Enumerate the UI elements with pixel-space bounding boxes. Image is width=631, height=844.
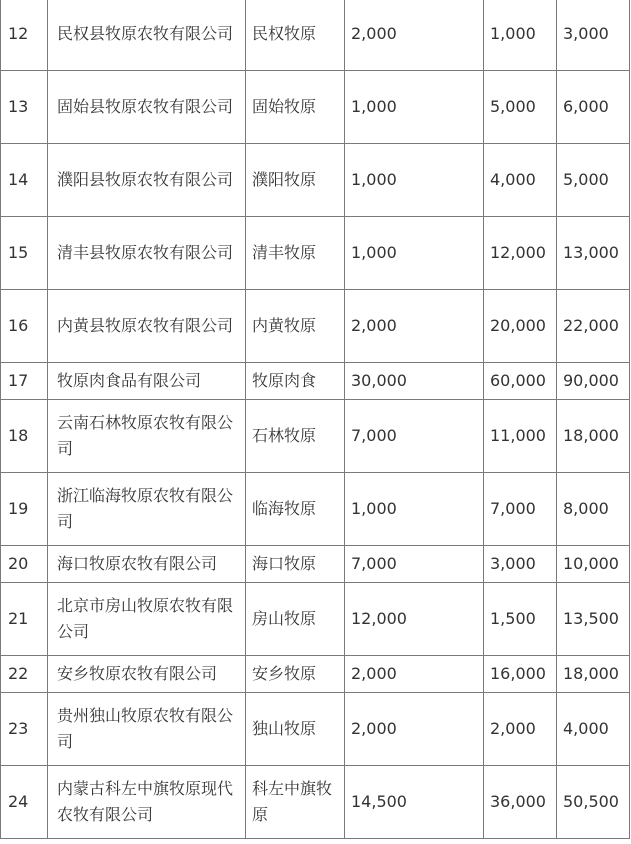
company-name: 海口牧原农牧有限公司 xyxy=(48,546,246,583)
value-a: 14,500 xyxy=(345,766,484,839)
value-b: 5,000 xyxy=(484,71,557,144)
row-number: 14 xyxy=(1,144,48,217)
value-total: 6,000 xyxy=(557,71,630,144)
value-total: 90,000 xyxy=(557,363,630,400)
short-name: 固始牧原 xyxy=(246,71,345,144)
value-b: 20,000 xyxy=(484,290,557,363)
row-number: 21 xyxy=(1,583,48,656)
table-row xyxy=(1,71,630,144)
short-name: 牧原肉食 xyxy=(246,363,345,400)
row-number: 19 xyxy=(1,473,48,546)
value-total: 3,000 xyxy=(557,0,630,71)
company-name: 浙江临海牧原农牧有限公司 xyxy=(48,473,246,546)
value-b: 7,000 xyxy=(484,473,557,546)
table-row xyxy=(1,546,630,583)
value-total: 18,000 xyxy=(557,656,630,693)
short-name: 临海牧原 xyxy=(246,473,345,546)
short-name: 独山牧原 xyxy=(246,693,345,766)
value-b: 11,000 xyxy=(484,400,557,473)
table-row xyxy=(1,473,630,546)
row-number: 15 xyxy=(1,217,48,290)
company-name: 安乡牧原农牧有限公司 xyxy=(48,656,246,693)
value-total: 13,500 xyxy=(557,583,630,656)
row-number: 24 xyxy=(1,766,48,839)
value-a: 2,000 xyxy=(345,693,484,766)
row-number: 13 xyxy=(1,71,48,144)
company-name: 民权县牧原农牧有限公司 xyxy=(48,0,246,71)
value-b: 12,000 xyxy=(484,217,557,290)
short-name: 科左中旗牧原 xyxy=(246,766,345,839)
company-name: 牧原肉食品有限公司 xyxy=(48,363,246,400)
company-name: 内黄县牧原农牧有限公司 xyxy=(48,290,246,363)
row-number: 20 xyxy=(1,546,48,583)
company-name: 北京市房山牧原农牧有限公司 xyxy=(48,583,246,656)
table-row xyxy=(1,0,630,71)
value-total: 18,000 xyxy=(557,400,630,473)
company-name: 贵州独山牧原农牧有限公司 xyxy=(48,693,246,766)
value-a: 7,000 xyxy=(345,546,484,583)
value-b: 2,000 xyxy=(484,693,557,766)
value-total: 22,000 xyxy=(557,290,630,363)
value-a: 2,000 xyxy=(345,0,484,71)
short-name: 濮阳牧原 xyxy=(246,144,345,217)
value-total: 4,000 xyxy=(557,693,630,766)
value-a: 1,000 xyxy=(345,144,484,217)
value-a: 30,000 xyxy=(345,363,484,400)
value-b: 60,000 xyxy=(484,363,557,400)
row-number: 16 xyxy=(1,290,48,363)
value-total: 50,500 xyxy=(557,766,630,839)
value-b: 16,000 xyxy=(484,656,557,693)
table-row xyxy=(1,583,630,656)
row-number: 23 xyxy=(1,693,48,766)
company-name: 固始县牧原农牧有限公司 xyxy=(48,71,246,144)
table-row xyxy=(1,217,630,290)
short-name: 民权牧原 xyxy=(246,0,345,71)
value-a: 1,000 xyxy=(345,217,484,290)
value-b: 4,000 xyxy=(484,144,557,217)
value-total: 5,000 xyxy=(557,144,630,217)
value-total: 10,000 xyxy=(557,546,630,583)
company-name: 濮阳县牧原农牧有限公司 xyxy=(48,144,246,217)
short-name: 内黄牧原 xyxy=(246,290,345,363)
table-row xyxy=(1,144,630,217)
table-row xyxy=(1,363,630,400)
short-name: 海口牧原 xyxy=(246,546,345,583)
value-a: 1,000 xyxy=(345,473,484,546)
table-row xyxy=(1,290,630,363)
table-row xyxy=(1,656,630,693)
short-name: 安乡牧原 xyxy=(246,656,345,693)
row-number: 12 xyxy=(1,0,48,71)
value-b: 1,000 xyxy=(484,0,557,71)
value-b: 36,000 xyxy=(484,766,557,839)
value-a: 1,000 xyxy=(345,71,484,144)
short-name: 清丰牧原 xyxy=(246,217,345,290)
table-row xyxy=(1,766,630,839)
short-name: 房山牧原 xyxy=(246,583,345,656)
row-number: 18 xyxy=(1,400,48,473)
value-a: 2,000 xyxy=(345,290,484,363)
company-name: 清丰县牧原农牧有限公司 xyxy=(48,217,246,290)
row-number: 17 xyxy=(1,363,48,400)
value-b: 1,500 xyxy=(484,583,557,656)
row-number: 22 xyxy=(1,656,48,693)
value-total: 13,000 xyxy=(557,217,630,290)
value-a: 12,000 xyxy=(345,583,484,656)
value-total: 8,000 xyxy=(557,473,630,546)
short-name: 石林牧原 xyxy=(246,400,345,473)
table-row xyxy=(1,693,630,766)
company-name: 内蒙古科左中旗牧原现代农牧有限公司 xyxy=(48,766,246,839)
table-row xyxy=(1,400,630,473)
company-name: 云南石林牧原农牧有限公司 xyxy=(48,400,246,473)
value-b: 3,000 xyxy=(484,546,557,583)
value-a: 2,000 xyxy=(345,656,484,693)
value-a: 7,000 xyxy=(345,400,484,473)
